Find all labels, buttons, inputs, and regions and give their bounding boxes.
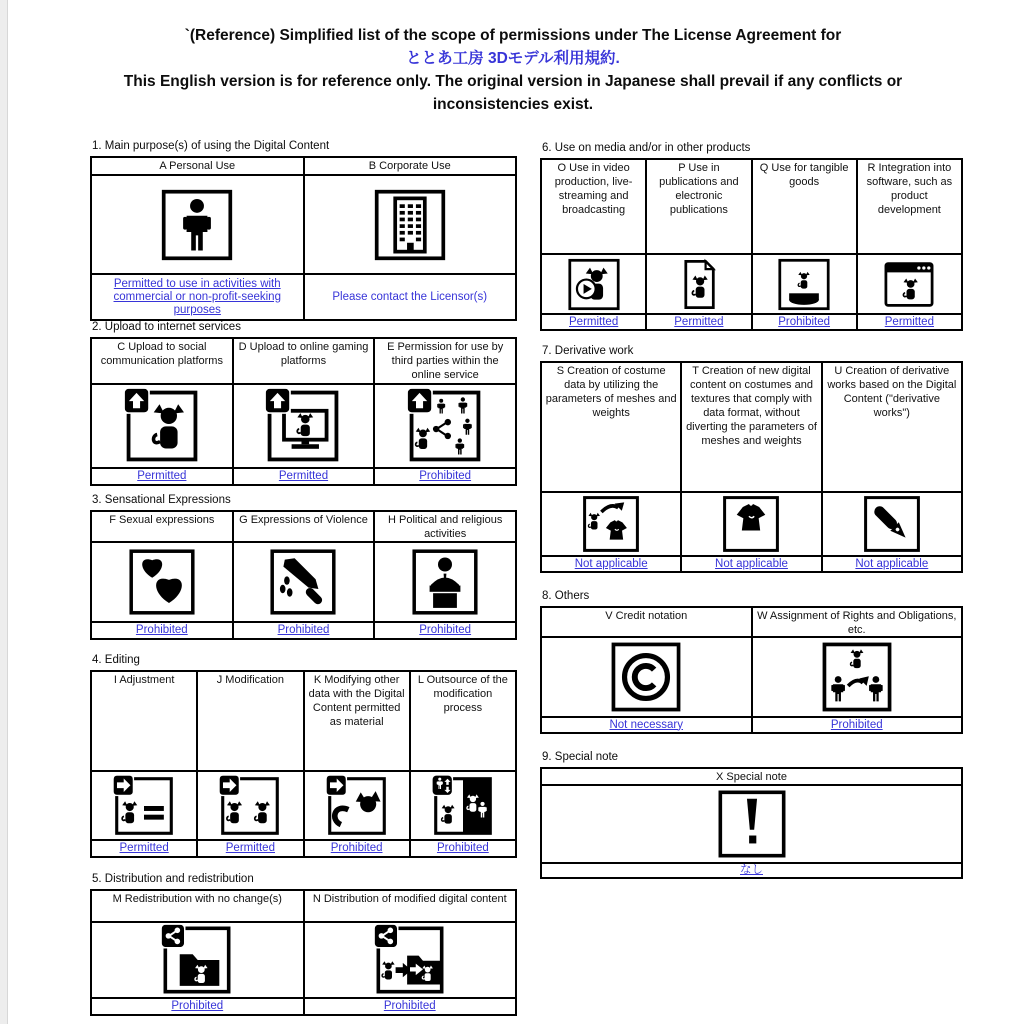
result-R[interactable]: Permitted [857,314,962,330]
section-heading-6: 6. Use on media and/or in other products [542,142,751,154]
result-C[interactable]: Permitted [91,468,233,485]
icon-cell-E [374,384,516,468]
col-header-V: V Credit notation [541,607,752,637]
table-editing [90,670,517,858]
result-X[interactable]: なし [541,863,962,878]
video-production-icon [566,257,622,312]
page-left-margin [0,0,8,1024]
icon-cell-O [541,254,646,314]
result-J[interactable]: Permitted [197,840,303,857]
redistribution-icon [158,924,236,996]
rights-assignment-icon [819,640,895,714]
col-header-B: B Corporate Use [304,157,517,175]
document-title [77,24,949,116]
section-heading-1: 1. Main purpose(s) of using the Digital Content [92,140,330,152]
section-heading-4: 4. Editing [92,654,140,666]
col-header-D: D Upload to online gaming platforms [233,338,375,384]
col-header-A: A Personal Use [91,157,304,175]
col-header-Q: Q Use for tangible goods [752,159,857,254]
col-header-I: I Adjustment [91,671,197,771]
icon-cell-N [304,922,517,998]
icon-cell-A [91,175,304,274]
result-K[interactable]: Prohibited [304,840,410,857]
result-F[interactable]: Prohibited [91,622,233,639]
section-heading-5: 5. Distribution and redistribution [92,873,254,885]
modify-material-icon [325,775,389,837]
outsource-icon [431,775,495,837]
violence-icon [268,547,338,617]
icon-cell-G [233,542,375,622]
person-icon [160,188,234,262]
icon-cell-J [197,771,303,840]
upload-gaming-icon [263,388,343,464]
icon-cell-L [410,771,516,840]
icon-cell-U [822,492,962,556]
col-header-M: M Redistribution with no change(s) [91,890,304,922]
result-S[interactable]: Not applicable [541,556,681,572]
title-disclaimer: This English version is for reference only. The original version in Japanese shall prevail if any conflicts or inconsistencies exist. [123,73,903,113]
result-A[interactable]: Permitted to use in activities with commercial or non-profit-seeking purposes [91,274,304,320]
title-license-name-link[interactable]: ととあ工房 3Dモデル利用規約. [406,50,620,67]
result-U[interactable]: Not applicable [822,556,962,572]
col-header-X: X Special note [541,768,962,785]
section-editing [90,653,517,858]
distribute-modified-icon [371,924,449,996]
result-D[interactable]: Permitted [233,468,375,485]
software-integration-icon [881,257,937,312]
result-W[interactable]: Prohibited [752,717,963,733]
copyright-icon [608,640,684,714]
col-header-J: J Modification [197,671,303,771]
col-header-O: O Use in video production, live-streaming and broadcasting [541,159,646,254]
col-header-U: U Creation of derivative works based on the Digital Content ("derivative works") [822,362,962,492]
third-party-use-icon [405,388,485,464]
publications-icon [671,257,727,312]
col-header-E: E Permission for use by third parties within the online service [374,338,516,384]
table-distribution [90,889,517,1016]
icon-cell-H [374,542,516,622]
section-heading-7: 7. Derivative work [542,345,634,357]
result-O[interactable]: Permitted [541,314,646,330]
upload-social-icon [122,388,202,464]
tangible-goods-icon [776,257,832,312]
section-heading-9: 9. Special note [542,751,619,763]
special-note-icon [715,788,789,860]
table-main-purpose [90,156,517,321]
col-header-S: S Creation of costume data by utilizing the parameters of meshes and weights [541,362,681,492]
col-header-R: R Integration into software, such as product development [857,159,962,254]
col-header-H: H Political and religious activities [374,511,516,542]
section-sensational [90,493,517,640]
col-header-K: K Modifying other data with the Digital Content permitted as material [304,671,410,771]
title-line-english: `(Reference) Simplified list of the scope of permissions under The License Agreement for [184,27,842,44]
icon-cell-X [541,785,962,863]
sexual-expressions-icon [127,547,197,617]
result-H[interactable]: Prohibited [374,622,516,639]
table-derivative [540,361,963,573]
section-heading-8: 8. Others [542,590,590,602]
building-icon [373,188,447,262]
table-special-note [540,767,963,879]
icon-cell-V [541,637,752,717]
political-activities-icon [410,547,480,617]
section-main-purpose [90,139,517,321]
new-costume-content-icon [720,494,782,554]
result-G[interactable]: Prohibited [233,622,375,639]
table-media-use [540,158,963,331]
col-header-C: C Upload to social communication platforms [91,338,233,384]
col-header-L: L Outsource of the modification process [410,671,516,771]
icon-cell-D [233,384,375,468]
section-heading-2: 2. Upload to internet services [92,321,241,333]
icon-cell-Q [752,254,857,314]
icon-cell-B [304,175,517,274]
icon-cell-K [304,771,410,840]
result-N[interactable]: Prohibited [304,998,517,1015]
modification-icon [218,775,282,837]
col-header-F: F Sexual expressions [91,511,233,542]
icon-cell-P [646,254,751,314]
section-special-note [540,750,963,879]
result-B[interactable]: Please contact the Licensor(s) [304,274,517,320]
icon-cell-C [91,384,233,468]
table-others [540,606,963,734]
result-T[interactable]: Not applicable [681,556,821,572]
col-header-P: P Use in publications and electronic publications [646,159,751,254]
col-header-T: T Creation of new digital content on costumes and textures that comply with data format, without diverting the parameters of meshes and weights [681,362,821,492]
section-derivative [540,344,963,573]
icon-cell-I [91,771,197,840]
icon-cell-R [857,254,962,314]
icon-cell-F [91,542,233,622]
section-distribution [90,872,517,1016]
icon-cell-S [541,492,681,556]
section-media-use [540,141,963,331]
col-header-N: N Distribution of modified digital content [304,890,517,922]
costume-data-icon [580,494,642,554]
result-V[interactable]: Not necessary [541,717,752,733]
adjustment-icon [112,775,176,837]
result-E[interactable]: Prohibited [374,468,516,485]
section-others [540,589,963,734]
table-sensational [90,510,517,640]
table-upload [90,337,517,486]
section-upload [90,320,517,486]
result-L[interactable]: Prohibited [410,840,516,857]
icon-cell-T [681,492,821,556]
col-header-G: G Expressions of Violence [233,511,375,542]
section-heading-3: 3. Sensational Expressions [92,494,231,506]
result-I[interactable]: Permitted [91,840,197,857]
icon-cell-W [752,637,963,717]
icon-cell-M [91,922,304,998]
result-P[interactable]: Permitted [646,314,751,330]
derivative-works-pen-icon [861,494,923,554]
result-Q[interactable]: Prohibited [752,314,857,330]
result-M[interactable]: Prohibited [91,998,304,1015]
col-header-W: W Assignment of Rights and Obligations, etc. [752,607,963,637]
